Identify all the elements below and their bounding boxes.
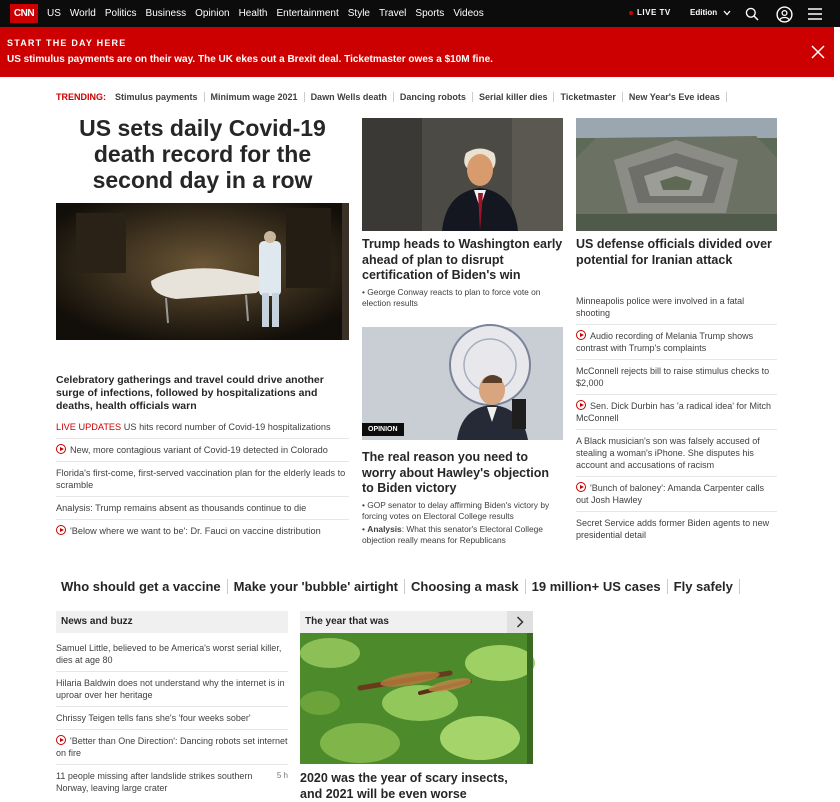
list-item-text: Audio recording of Melania Trump shows contrast with Trump's complaints	[576, 331, 754, 353]
list-item-text: A Black musician's son was falsely accused of stealing a woman's iPhone. She disputes his account and accusations of racism	[576, 436, 760, 470]
list-item[interactable]	[56, 764, 288, 799]
trending-bar	[56, 92, 727, 102]
list-item-text: New, more contagious variant of Covid-19 detected in Colorado	[70, 445, 328, 455]
list-item-text: US hits record number of Covid-19 hospitalizations	[123, 422, 331, 432]
trending-label: TRENDING:	[56, 92, 106, 102]
nav-link-us[interactable]: US	[47, 8, 61, 19]
list-item-text: Sen. Dick Durbin has 'a radical idea' for Mitch McConnell	[576, 401, 772, 423]
banner-text[interactable]: US stimulus payments are on their way. The UK ekes out a Brexit deal. Ticketmaster owes a $10M fine.	[7, 54, 493, 65]
topic-link[interactable]: 19 million+ US cases	[526, 579, 668, 594]
account-icon[interactable]	[774, 4, 794, 24]
trump-sublink[interactable]: • George Conway reacts to plan to force vote on election results	[362, 286, 541, 308]
list-item[interactable]	[576, 359, 777, 394]
topic-link[interactable]: Fly safely	[668, 579, 740, 594]
list-item-text: 'Better than One Direction': Dancing robots set internet on fire	[56, 736, 288, 758]
list-item[interactable]	[56, 637, 288, 671]
trending-item[interactable]: Dawn Wells death	[305, 92, 394, 102]
list-item-text: Florida's first-come, first-served vaccination plan for the elderly leads to scramble	[56, 468, 346, 490]
list-item[interactable]	[56, 671, 288, 706]
insect-image[interactable]	[300, 633, 533, 764]
section-title: News and buzz	[56, 611, 288, 633]
nav-links	[47, 0, 484, 27]
chevron-down-icon	[723, 10, 731, 16]
nav-link-world[interactable]: World	[69, 8, 96, 19]
year-that-was	[300, 611, 533, 802]
list-item-text: Secret Service adds former Biden agents to new presidential detail	[576, 518, 770, 540]
pentagon-image[interactable]	[576, 118, 777, 231]
top-nav	[0, 0, 840, 27]
close-icon[interactable]	[808, 42, 828, 62]
trump-headline[interactable]: Trump heads to Washington early ahead of plan to disrupt certification of Biden's win	[362, 237, 563, 282]
edition-dropdown[interactable]	[690, 8, 731, 17]
timestamp: 5 h	[276, 771, 288, 780]
insect-headline[interactable]: 2020 was the year of scary insects, and 2021 will be even worse	[300, 771, 508, 801]
hawley-sublink[interactable]: • GOP senator to delay affirming Biden's victory by forcing votes on Electoral College results	[362, 499, 550, 521]
search-icon[interactable]	[742, 4, 762, 24]
menu-icon[interactable]	[805, 4, 825, 24]
hero-image[interactable]	[56, 203, 349, 340]
list-item[interactable]	[56, 706, 288, 729]
nav-link-sports[interactable]: Sports	[415, 8, 445, 19]
nav-link-health[interactable]: Health	[238, 8, 268, 19]
banner-kicker: START THE DAY HERE	[7, 38, 127, 48]
list-item[interactable]	[576, 290, 777, 324]
trending-item[interactable]: Dancing robots	[394, 92, 473, 102]
hawley-analysis-link[interactable]: • Analysis: What this senator's Electoral College objection really means for Republicans	[362, 523, 543, 545]
list-item-text: Hilaria Baldwin does not understand why the internet is in uproar over her heritage	[56, 678, 285, 700]
hawley-image[interactable]	[362, 327, 563, 440]
list-item-text: Samuel Little, believed to be America's worst serial killer, dies at age 80	[56, 643, 282, 665]
list-item[interactable]	[576, 476, 777, 511]
nav-link-business[interactable]: Business	[145, 8, 187, 19]
live-tv-label: LIVE TV	[637, 8, 671, 17]
live-tv-link[interactable]	[629, 8, 671, 17]
right-column	[576, 118, 777, 540]
news-and-buzz	[56, 611, 288, 793]
list-item[interactable]	[576, 394, 777, 429]
buzz-list	[56, 637, 288, 799]
sublink-text: George Conway reacts to plan to force vote on election results	[362, 286, 541, 308]
play-video-icon	[56, 735, 66, 745]
list-item-text: Analysis: Trump remains absent as thousands continue to die	[56, 503, 307, 513]
list-item-text: Chrissy Teigen tells fans she's 'four weeks sober'	[56, 713, 251, 723]
play-video-icon	[576, 330, 586, 340]
nav-link-videos[interactable]: Videos	[453, 8, 484, 19]
next-arrow-button[interactable]	[507, 611, 533, 633]
list-item[interactable]	[56, 519, 349, 542]
trump-image[interactable]	[362, 118, 563, 231]
list-item[interactable]	[576, 511, 777, 546]
section-title: The year that was	[300, 611, 533, 633]
list-item-text: 'Below where we want to be': Dr. Fauci on vaccine distribution	[70, 526, 321, 536]
play-video-icon	[576, 482, 586, 492]
list-item-text: McConnell rejects bill to raise stimulus checks to $2,000	[576, 366, 770, 388]
covid-topics-bar	[61, 579, 740, 594]
topic-link[interactable]: Make your 'bubble' airtight	[228, 579, 405, 594]
cnn-logo[interactable]: CNN	[10, 4, 38, 23]
hero-caption[interactable]: Celebratory gatherings and travel could drive another surge of infections, followed by hospitalizations and deaths, health officials warn	[56, 374, 324, 412]
list-item[interactable]	[56, 461, 349, 496]
trending-item[interactable]: New Year's Eve ideas	[623, 92, 727, 102]
nav-link-entertainment[interactable]: Entertainment	[276, 8, 339, 19]
live-dot-icon	[629, 11, 633, 15]
play-video-icon	[576, 400, 586, 410]
list-item-text: 11 people missing after landslide strikes southern Norway, leaving large crater	[56, 771, 253, 793]
start-the-day-banner[interactable]	[0, 27, 834, 77]
right-related-list	[576, 290, 777, 546]
list-item[interactable]	[56, 416, 349, 438]
lead-headline[interactable]: US sets daily Covid-19 death record for the second day in a row	[79, 115, 326, 193]
trending-item[interactable]: Ticketmaster	[554, 92, 622, 102]
list-item[interactable]	[56, 496, 349, 519]
nav-link-opinion[interactable]: Opinion	[195, 8, 230, 19]
play-video-icon	[56, 444, 66, 454]
live-updates-tag: LIVE UPDATES	[56, 422, 122, 432]
trending-item[interactable]: Serial killer dies	[473, 92, 555, 102]
analysis-label: Analysis	[367, 523, 402, 534]
list-item-text: Minneapolis police were involved in a fatal shooting	[576, 296, 745, 318]
list-item[interactable]	[56, 729, 288, 764]
hawley-headline[interactable]: The real reason you need to worry about Hawley's objection to Biden victory	[362, 450, 550, 495]
lead-column	[56, 115, 349, 536]
list-item[interactable]	[56, 438, 349, 461]
list-item-text: 'Bunch of baloney': Amanda Carpenter calls out Josh Hawley	[576, 483, 765, 505]
opinion-tag: OPINION	[362, 423, 404, 436]
play-video-icon	[56, 525, 66, 535]
nav-link-travel[interactable]: Travel	[378, 8, 407, 19]
chevron-right-icon	[516, 616, 524, 628]
list-item[interactable]	[576, 429, 777, 476]
topic-link[interactable]: Who should get a vaccine	[61, 579, 228, 594]
lead-related-list	[56, 416, 349, 542]
edition-label: Edition	[690, 8, 718, 17]
middle-column	[362, 118, 563, 545]
nav-link-politics[interactable]: Politics	[104, 8, 137, 19]
trending-item[interactable]: Stimulus payments	[109, 92, 205, 102]
pentagon-headline[interactable]: US defense officials divided over potential for Iranian attack	[576, 237, 772, 267]
nav-link-style[interactable]: Style	[347, 8, 370, 19]
sublink-text: GOP senator to delay affirming Biden's victory by forcing votes on Electoral College results	[362, 499, 550, 521]
list-item[interactable]	[576, 324, 777, 359]
topic-link[interactable]: Choosing a mask	[405, 579, 526, 594]
sublink-text: : What this senator's Electoral College objection really means for Republicans	[362, 523, 543, 545]
trending-item[interactable]: Minimum wage 2021	[205, 92, 305, 102]
